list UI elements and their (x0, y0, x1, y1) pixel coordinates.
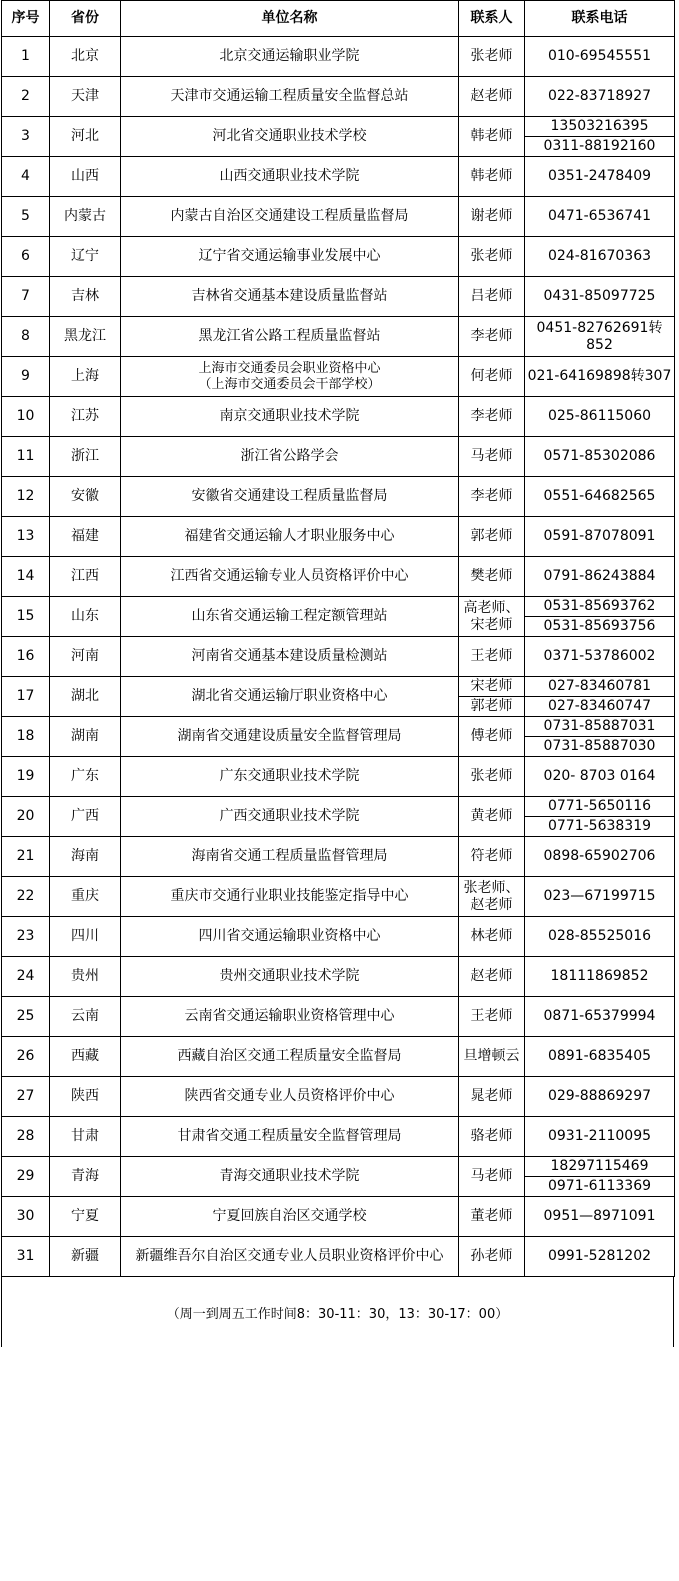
row-contact: 谢老师 (459, 197, 525, 237)
row-province: 广西 (50, 797, 121, 837)
row-unit-name: 新疆维吾尔自治区交通专业人员职业资格评价中心 (121, 1237, 459, 1277)
row-province: 海南 (50, 837, 121, 877)
table-row (2, 317, 675, 357)
row-contact: 马老师 (459, 1157, 525, 1197)
row-unit-name: 辽宁省交通运输事业发展中心 (121, 237, 459, 277)
row-province: 西藏 (50, 1037, 121, 1077)
row-number: 27 (2, 1077, 50, 1117)
row-phone: 0731-85887031 (525, 717, 675, 737)
table-row (2, 397, 675, 437)
table-row (2, 77, 675, 117)
row-number: 15 (2, 597, 50, 637)
row-contact-line1: 张老师、 (463, 879, 520, 896)
row-number: 25 (2, 997, 50, 1037)
row-province: 山西 (50, 157, 121, 197)
row-number: 30 (2, 1197, 50, 1237)
row-unit-name: 广西交通职业技术学院 (121, 797, 459, 837)
row-number: 16 (2, 637, 50, 677)
row-phone: 0971-6113369 (525, 1177, 675, 1197)
row-contact-line1: 高老师、 (463, 599, 520, 616)
row-phone: 0371-53786002 (525, 637, 675, 677)
row-unit-name: 黑龙江省公路工程质量监督站 (121, 317, 459, 357)
table-row (2, 477, 675, 517)
row-unit-name: 四川省交通运输职业资格中心 (121, 917, 459, 957)
row-contact: 李老师 (459, 317, 525, 357)
row-phone: 0311-88192160 (525, 137, 675, 157)
row-phone: 021-64169898转307 (525, 357, 675, 397)
row-unit-name: 江西省交通运输专业人员资格评价中心 (121, 557, 459, 597)
row-contact: 郭老师 (459, 697, 525, 717)
table-row (2, 797, 675, 817)
row-unit-name: 福建省交通运输人才职业服务中心 (121, 517, 459, 557)
table-row (2, 237, 675, 277)
row-phone: 024-81670363 (525, 237, 675, 277)
row-unit-name: 海南省交通工程质量监督管理局 (121, 837, 459, 877)
table-row (2, 877, 675, 917)
table-row (2, 757, 675, 797)
row-phone: 029-88869297 (525, 1077, 675, 1117)
row-phone: 0951—8971091 (525, 1197, 675, 1237)
table-row (2, 717, 675, 737)
row-province: 江西 (50, 557, 121, 597)
row-contact: 宋老师 (459, 677, 525, 697)
row-contact: 旦增顿云 (459, 1037, 525, 1077)
header-province: 省份 (50, 1, 121, 37)
row-number: 23 (2, 917, 50, 957)
table-row (2, 1117, 675, 1157)
row-number: 8 (2, 317, 50, 357)
row-unit-name-line1: 上海市交通委员会职业资格中心 (198, 360, 381, 376)
row-phone: 0571-85302086 (525, 437, 675, 477)
row-province: 江苏 (50, 397, 121, 437)
row-unit-name: 甘肃省交通工程质量安全监督管理局 (121, 1117, 459, 1157)
row-phone: 0991-5281202 (525, 1237, 675, 1277)
row-unit-name: 山东省交通运输工程定额管理站 (121, 597, 459, 637)
row-province: 贵州 (50, 957, 121, 997)
table-row (2, 437, 675, 477)
table-row (2, 557, 675, 597)
row-province: 宁夏 (50, 1197, 121, 1237)
row-contact: 符老师 (459, 837, 525, 877)
row-contact: 李老师 (459, 397, 525, 437)
row-unit-name: 湖南省交通建设质量安全监督管理局 (121, 717, 459, 757)
row-province: 安徽 (50, 477, 121, 517)
contact-table (1, 0, 675, 1277)
row-contact (459, 877, 525, 917)
row-province: 甘肃 (50, 1117, 121, 1157)
row-unit-name: 内蒙古自治区交通建设工程质量监督局 (121, 197, 459, 237)
row-unit-name: 青海交通职业技术学院 (121, 1157, 459, 1197)
row-phone: 023—67199715 (525, 877, 675, 917)
row-province: 云南 (50, 997, 121, 1037)
row-unit-name: 宁夏回族自治区交通学校 (121, 1197, 459, 1237)
row-unit-name (121, 357, 459, 397)
row-province: 浙江 (50, 437, 121, 477)
row-contact: 张老师 (459, 237, 525, 277)
row-province: 黑龙江 (50, 317, 121, 357)
table-row (2, 517, 675, 557)
row-number: 21 (2, 837, 50, 877)
table-row (2, 637, 675, 677)
row-contact: 吕老师 (459, 277, 525, 317)
row-province: 四川 (50, 917, 121, 957)
row-phone: 010-69545551 (525, 37, 675, 77)
row-unit-name: 西藏自治区交通工程质量安全监督局 (121, 1037, 459, 1077)
table-row (2, 1077, 675, 1117)
table-row (2, 837, 675, 877)
row-unit-name: 北京交通运输职业学院 (121, 37, 459, 77)
row-contact: 张老师 (459, 37, 525, 77)
row-unit-name: 浙江省公路学会 (121, 437, 459, 477)
row-province: 重庆 (50, 877, 121, 917)
row-contact: 郭老师 (459, 517, 525, 557)
header-unit: 单位名称 (121, 1, 459, 37)
row-unit-name: 广东交通职业技术学院 (121, 757, 459, 797)
row-number: 17 (2, 677, 50, 717)
table-row (2, 677, 675, 697)
header-contact: 联系人 (459, 1, 525, 37)
row-contact-line2: 宋老师 (470, 616, 513, 633)
row-province: 北京 (50, 37, 121, 77)
row-province: 吉林 (50, 277, 121, 317)
row-phone: 0731-85887030 (525, 737, 675, 757)
row-contact: 董老师 (459, 1197, 525, 1237)
row-province: 天津 (50, 77, 121, 117)
row-number: 20 (2, 797, 50, 837)
row-province: 青海 (50, 1157, 121, 1197)
header-phone: 联系电话 (525, 1, 675, 37)
row-contact: 王老师 (459, 997, 525, 1037)
row-number: 11 (2, 437, 50, 477)
row-phone: 0871-65379994 (525, 997, 675, 1037)
row-number: 24 (2, 957, 50, 997)
row-phone: 0591-87078091 (525, 517, 675, 557)
row-unit-name: 贵州交通职业技术学院 (121, 957, 459, 997)
row-unit-name: 安徽省交通建设工程质量监督局 (121, 477, 459, 517)
row-province: 河南 (50, 637, 121, 677)
row-contact: 傅老师 (459, 717, 525, 757)
row-number: 14 (2, 557, 50, 597)
row-number: 31 (2, 1237, 50, 1277)
table-row (2, 197, 675, 237)
row-unit-name: 云南省交通运输职业资格管理中心 (121, 997, 459, 1037)
row-phone: 027-83460747 (525, 697, 675, 717)
row-number: 3 (2, 117, 50, 157)
row-contact: 韩老师 (459, 157, 525, 197)
row-unit-name: 山西交通职业技术学院 (121, 157, 459, 197)
row-province: 湖北 (50, 677, 121, 717)
row-number: 2 (2, 77, 50, 117)
row-unit-name: 南京交通职业技术学院 (121, 397, 459, 437)
row-contact: 李老师 (459, 477, 525, 517)
row-contact: 骆老师 (459, 1117, 525, 1157)
row-number: 5 (2, 197, 50, 237)
table-row (2, 1037, 675, 1077)
row-phone: 0898-65902706 (525, 837, 675, 877)
row-phone: 0791-86243884 (525, 557, 675, 597)
row-number: 9 (2, 357, 50, 397)
row-unit-name: 吉林省交通基本建设质量监督站 (121, 277, 459, 317)
row-number: 4 (2, 157, 50, 197)
row-contact (459, 597, 525, 637)
table-row (2, 1237, 675, 1277)
row-province: 河北 (50, 117, 121, 157)
row-number: 22 (2, 877, 50, 917)
row-contact: 樊老师 (459, 557, 525, 597)
row-contact: 王老师 (459, 637, 525, 677)
row-province: 上海 (50, 357, 121, 397)
row-phone: 0551-64682565 (525, 477, 675, 517)
row-phone: 0891-6835405 (525, 1037, 675, 1077)
table-row (2, 1197, 675, 1237)
row-phone: 0351-2478409 (525, 157, 675, 197)
row-unit-name: 重庆市交通行业职业技能鉴定指导中心 (121, 877, 459, 917)
table-row (2, 157, 675, 197)
row-contact: 赵老师 (459, 77, 525, 117)
row-unit-name: 河北省交通职业技术学校 (121, 117, 459, 157)
table-row (2, 1157, 675, 1177)
table-row (2, 917, 675, 957)
row-province: 湖南 (50, 717, 121, 757)
table-row (2, 597, 675, 617)
row-number: 26 (2, 1037, 50, 1077)
row-number: 7 (2, 277, 50, 317)
row-phone: 18111869852 (525, 957, 675, 997)
row-unit-name: 湖北省交通运输厅职业资格中心 (121, 677, 459, 717)
row-phone: 028-85525016 (525, 917, 675, 957)
row-province: 福建 (50, 517, 121, 557)
row-unit-name-line2: （上海市交通委员会干部学校） (198, 376, 381, 392)
row-number: 28 (2, 1117, 50, 1157)
row-contact: 马老师 (459, 437, 525, 477)
row-contact: 晁老师 (459, 1077, 525, 1117)
row-contact: 林老师 (459, 917, 525, 957)
row-province: 广东 (50, 757, 121, 797)
row-phone: 0451-82762691转852 (525, 317, 675, 357)
row-number: 10 (2, 397, 50, 437)
row-number: 1 (2, 37, 50, 77)
row-phone: 025-86115060 (525, 397, 675, 437)
table-row (2, 957, 675, 997)
table-row (2, 997, 675, 1037)
row-province: 内蒙古 (50, 197, 121, 237)
row-unit-name: 河南省交通基本建设质量检测站 (121, 637, 459, 677)
row-number: 19 (2, 757, 50, 797)
row-phone: 020- 8703 0164 (525, 757, 675, 797)
row-number: 12 (2, 477, 50, 517)
row-number: 13 (2, 517, 50, 557)
row-number: 29 (2, 1157, 50, 1197)
row-province: 新疆 (50, 1237, 121, 1277)
row-phone: 0931-2110095 (525, 1117, 675, 1157)
row-contact-line2: 赵老师 (470, 896, 513, 913)
row-contact: 韩老师 (459, 117, 525, 157)
row-phone: 13503216395 (525, 117, 675, 137)
table-row (2, 277, 675, 317)
table-row (2, 117, 675, 137)
row-contact: 赵老师 (459, 957, 525, 997)
row-contact: 何老师 (459, 357, 525, 397)
row-contact: 张老师 (459, 757, 525, 797)
row-phone: 0771-5650116 (525, 797, 675, 817)
table-body (2, 37, 675, 1277)
row-number: 6 (2, 237, 50, 277)
row-province: 陕西 (50, 1077, 121, 1117)
table-row (2, 357, 675, 397)
row-phone: 18297115469 (525, 1157, 675, 1177)
row-phone: 0531-85693756 (525, 617, 675, 637)
row-contact: 孙老师 (459, 1237, 525, 1277)
work-hours-note: （周一到周五工作时间8：30-11：30，13：30-17：00） (1, 1277, 674, 1347)
row-phone: 022-83718927 (525, 77, 675, 117)
header-row (2, 1, 675, 37)
row-province: 山东 (50, 597, 121, 637)
row-unit-name: 陕西省交通专业人员资格评价中心 (121, 1077, 459, 1117)
row-phone: 0471-6536741 (525, 197, 675, 237)
row-province: 辽宁 (50, 237, 121, 277)
table-row (2, 37, 675, 77)
header-no: 序号 (2, 1, 50, 37)
row-unit-name: 天津市交通运输工程质量安全监督总站 (121, 77, 459, 117)
row-phone: 027-83460781 (525, 677, 675, 697)
row-contact: 黄老师 (459, 797, 525, 837)
row-phone: 0531-85693762 (525, 597, 675, 617)
row-number: 18 (2, 717, 50, 757)
row-phone: 0771-5638319 (525, 817, 675, 837)
row-phone: 0431-85097725 (525, 277, 675, 317)
